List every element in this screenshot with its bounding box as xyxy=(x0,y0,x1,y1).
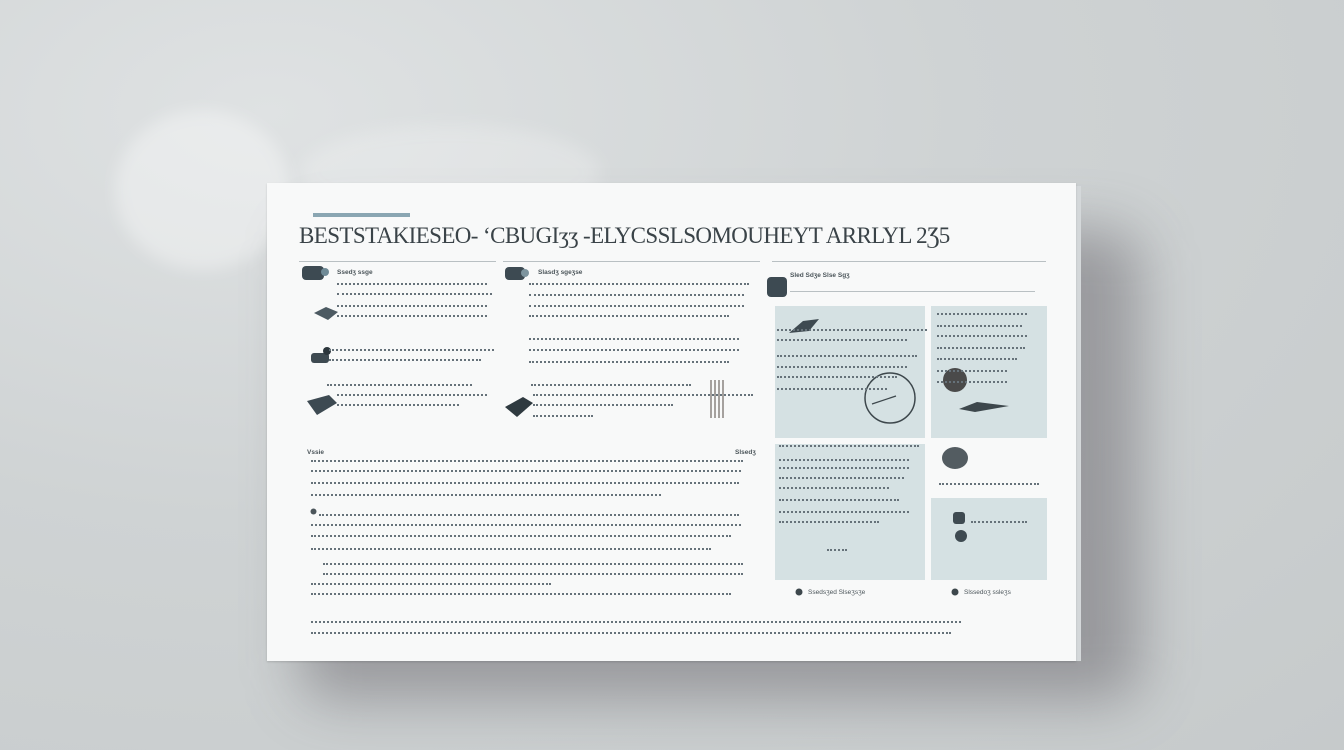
device-icon xyxy=(955,399,1015,415)
paragraph-bullet-icon xyxy=(310,508,317,515)
text-line-placeholder xyxy=(779,467,909,471)
column-3-heading: Sled Sdʒe Slse Sɡʒ xyxy=(790,272,850,279)
column-1-heading: Ssedʒ ssɡe xyxy=(337,269,373,276)
body-side-label: Slsedʒ xyxy=(735,449,756,456)
text-line-placeholder xyxy=(311,494,661,498)
text-line-placeholder xyxy=(533,415,593,419)
background-glow xyxy=(115,110,290,270)
text-line-placeholder xyxy=(311,524,741,528)
text-line-placeholder xyxy=(529,305,744,309)
title-accent-bar xyxy=(313,213,410,217)
text-line-placeholder xyxy=(311,583,551,587)
comb-illustration xyxy=(707,378,727,420)
caption-left: Ssedsʒed Slseʒsʒe xyxy=(808,589,866,596)
text-line-placeholder xyxy=(323,573,743,577)
device-icon xyxy=(305,391,339,417)
column-2-heading: Slasdʒ sɡeʒse xyxy=(538,269,583,276)
text-line-placeholder xyxy=(329,359,481,363)
text-line-placeholder xyxy=(327,384,472,388)
text-line-placeholder xyxy=(337,305,487,309)
text-line-placeholder xyxy=(311,593,731,597)
text-line-placeholder xyxy=(777,355,917,359)
text-line-placeholder xyxy=(529,283,749,287)
text-line-placeholder xyxy=(533,394,753,398)
text-line-placeholder xyxy=(337,293,492,297)
oval-device-icon xyxy=(940,445,970,471)
text-line-placeholder xyxy=(319,514,739,518)
text-line-placeholder xyxy=(311,460,743,464)
text-line-placeholder xyxy=(937,347,1025,351)
text-line-placeholder xyxy=(337,315,487,319)
text-line-placeholder xyxy=(337,404,459,408)
text-line-placeholder xyxy=(779,499,899,503)
page-title: BESTSTAKIESEO- ʻCBUGIʒʒ -ELYCSSLSOMOUHEYT ARRLYL 2Ʒ5 xyxy=(299,223,950,248)
text-line-placeholder xyxy=(779,477,904,481)
text-line-placeholder xyxy=(779,445,919,449)
text-line-placeholder xyxy=(777,366,907,370)
text-line-placeholder xyxy=(779,511,909,515)
text-line-placeholder xyxy=(529,294,744,298)
text-line-placeholder xyxy=(971,521,1027,525)
text-line-placeholder xyxy=(779,459,909,463)
text-line-placeholder xyxy=(311,535,731,539)
column-divider xyxy=(772,261,1046,262)
text-line-placeholder xyxy=(777,329,927,333)
camera-icon xyxy=(503,263,533,283)
device-icon xyxy=(947,508,987,544)
text-line-placeholder xyxy=(939,483,1039,487)
bullet-icon xyxy=(951,588,959,596)
text-line-placeholder xyxy=(529,315,729,319)
text-line-placeholder xyxy=(311,632,951,636)
text-line-placeholder xyxy=(329,349,494,353)
text-line-placeholder xyxy=(529,338,739,342)
text-line-placeholder xyxy=(311,482,739,486)
column-divider xyxy=(503,261,760,262)
text-line-placeholder xyxy=(937,370,1007,374)
text-line-placeholder xyxy=(311,621,961,625)
column-3-rule xyxy=(790,291,1035,292)
text-line-placeholder xyxy=(323,563,743,567)
text-line-placeholder xyxy=(529,361,729,365)
text-line-placeholder xyxy=(777,376,897,380)
text-line-placeholder xyxy=(311,470,741,474)
document-page xyxy=(267,183,1076,661)
text-line-placeholder xyxy=(937,381,1007,385)
caption-right: Slssedoʒ ssleʒs xyxy=(964,589,1011,596)
text-line-placeholder xyxy=(311,548,711,552)
camera-device-icon xyxy=(300,263,334,283)
text-line-placeholder xyxy=(779,487,889,491)
text-line-placeholder xyxy=(777,388,887,392)
text-line-placeholder xyxy=(937,358,1017,362)
text-line-placeholder xyxy=(779,521,879,525)
text-line-placeholder xyxy=(531,384,691,388)
text-line-placeholder xyxy=(337,394,487,398)
text-line-placeholder xyxy=(937,335,1027,339)
text-line-placeholder xyxy=(827,549,847,553)
column-divider xyxy=(299,261,496,262)
trimmer-icon xyxy=(785,313,825,341)
device-icon xyxy=(312,303,340,323)
camera-icon xyxy=(765,273,791,301)
text-line-placeholder xyxy=(529,349,739,353)
document-edge xyxy=(1076,186,1081,661)
device-icon xyxy=(503,393,535,419)
text-line-placeholder xyxy=(777,339,907,343)
text-line-placeholder xyxy=(937,325,1022,329)
body-heading: Vssie xyxy=(307,449,324,456)
text-line-placeholder xyxy=(337,283,487,287)
text-line-placeholder xyxy=(533,404,673,408)
text-line-placeholder xyxy=(937,313,1027,317)
bullet-icon xyxy=(795,588,803,596)
